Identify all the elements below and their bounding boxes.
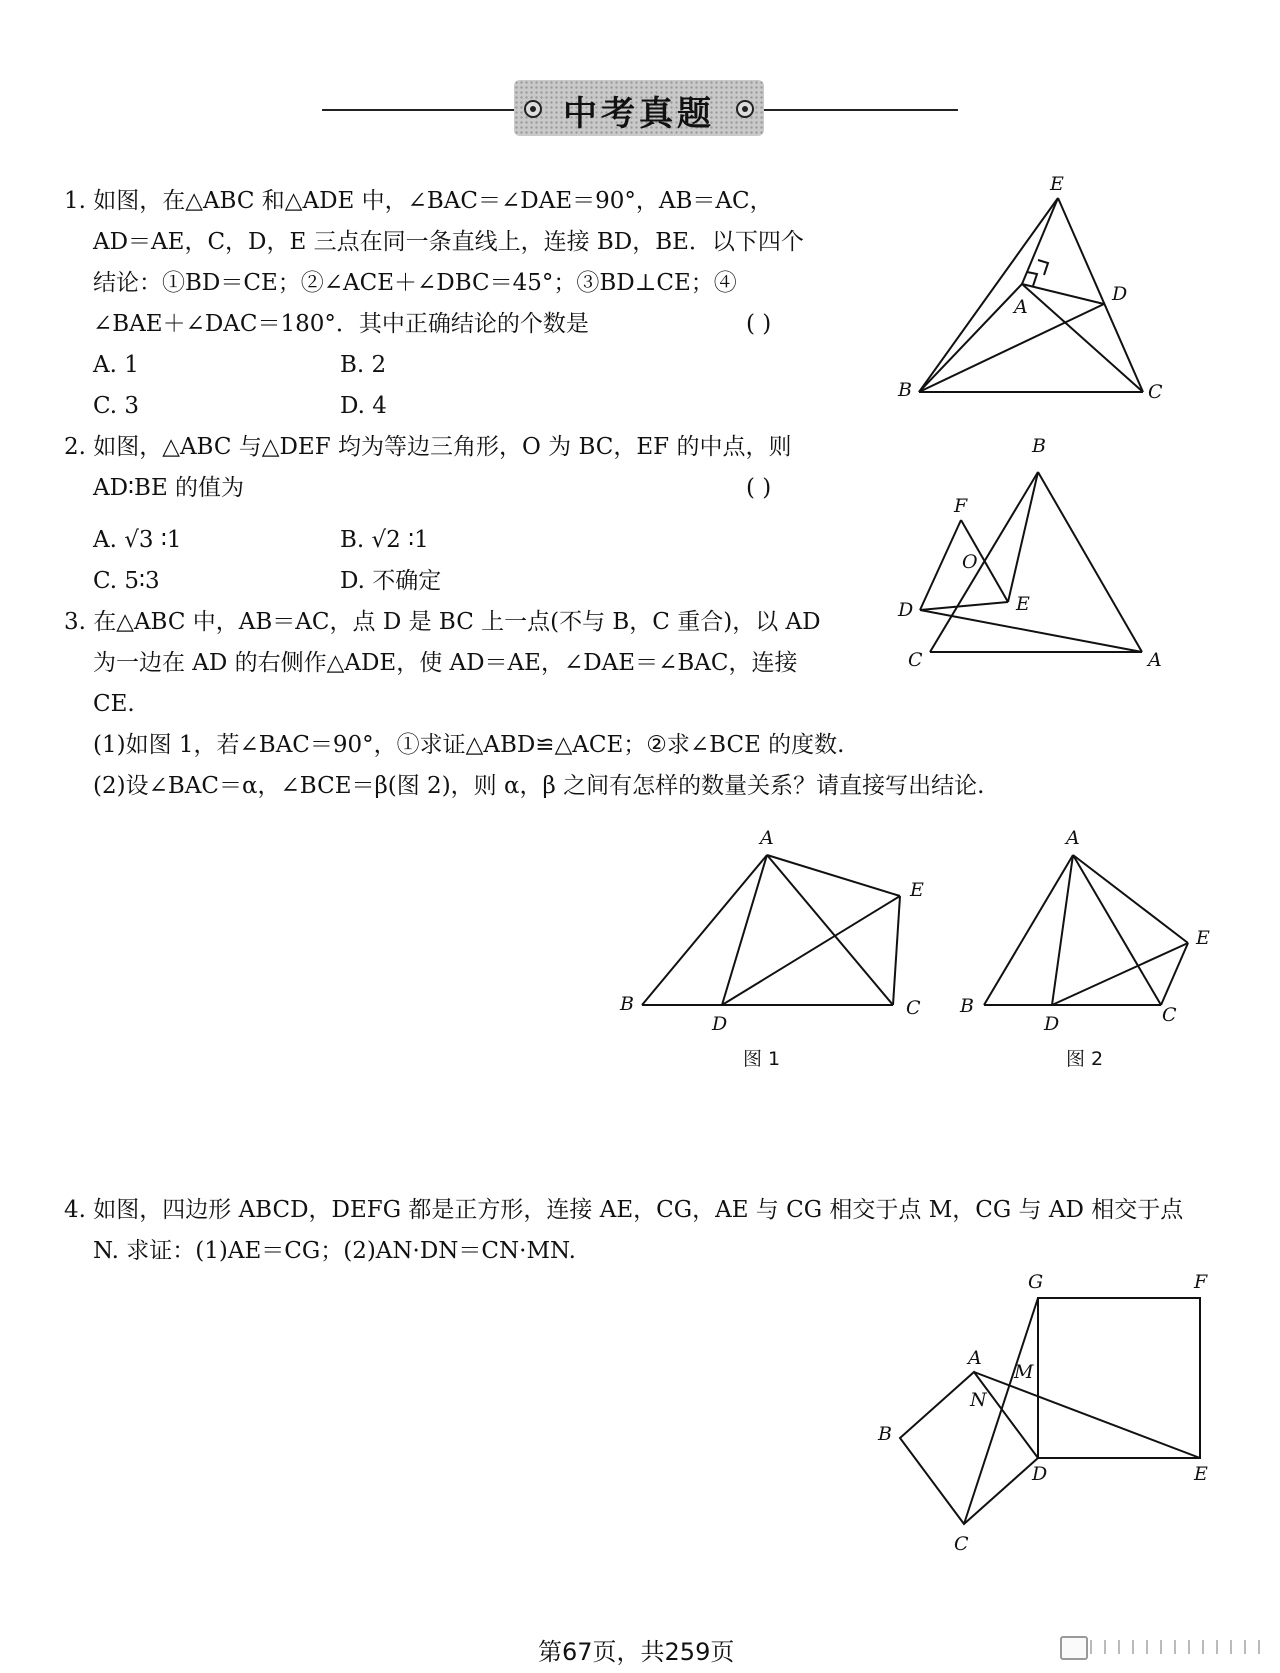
q3-fig1-label-d: D <box>712 1013 728 1035</box>
q2-label-c: C <box>908 649 923 671</box>
page-indicator: 第67页，共259页 <box>538 1638 735 1666</box>
q1-label-b: B <box>898 379 912 401</box>
q2-line-1: 2. 如图，△ABC 与△DEF 均为等边三角形，O 为 BC，EF 的中点，则 <box>64 434 792 460</box>
q1-line-1: 1. 如图，在△ABC 和△ADE 中，∠BAC＝∠DAE＝90°，AB＝AC， <box>64 188 773 214</box>
q2-label-b: B <box>1032 435 1046 457</box>
header-rule-right <box>758 109 958 111</box>
header-dot-right-icon <box>736 100 754 118</box>
q3-figure-1 <box>616 818 936 1068</box>
q2-line-2: AD∶BE 的值为 <box>93 475 245 501</box>
q3-fig1-label-a: A <box>760 827 774 849</box>
q4-line-2: N. 求证：(1)AE＝CG；(2)AN·DN＝CN·MN. <box>93 1238 576 1264</box>
q4-line-1: 4. 如图，四边形 ABCD，DEFG 都是正方形，连接 AE，CG，AE 与 CG 相交于点 M，CG 与 AD 相交于点 <box>64 1197 1184 1223</box>
q3-fig1-label-e: E <box>910 879 924 901</box>
q1-option-d: D. 4 <box>340 393 387 419</box>
q1-answer-paren: ( ) <box>746 311 772 337</box>
q1-line-2: AD＝AE，C，D，E 三点在同一条直线上，连接 BD，BE．以下四个 <box>93 229 804 255</box>
q1-option-b: B. 2 <box>340 352 387 378</box>
q3-line-2: 为一边在 AD 的右侧作△ADE，使 AD＝AE，∠DAE＝∠BAC，连接 <box>93 650 798 676</box>
q3-figure-2 <box>956 818 1216 1068</box>
q1-label-a: A <box>1014 296 1028 318</box>
q3-figure-1-caption: 图 1 <box>743 1048 781 1070</box>
thumbnail-strip-handle[interactable] <box>1060 1636 1088 1660</box>
q2-option-d: D. 不确定 <box>340 568 442 594</box>
q1-figure <box>890 170 1180 410</box>
q2-option-a: A. √3 ∶1 <box>93 527 182 553</box>
q3-fig2-label-c: C <box>1162 1004 1177 1026</box>
q3-fig1-label-b: B <box>620 993 634 1015</box>
q2-label-o: O <box>962 551 978 573</box>
q3-line-3: CE. <box>93 691 135 717</box>
q4-label-d: D <box>1032 1463 1048 1485</box>
q1-label-d: D <box>1112 283 1128 305</box>
q1-option-c: C. 3 <box>93 393 140 419</box>
q2-label-f: F <box>954 495 968 517</box>
q4-label-e: E <box>1194 1463 1208 1485</box>
q4-label-c: C <box>954 1533 969 1555</box>
q2-label-a: A <box>1148 649 1162 671</box>
q3-fig2-label-d: D <box>1044 1013 1060 1035</box>
q4-label-b: B <box>878 1423 892 1445</box>
q2-label-d: D <box>898 599 914 621</box>
q4-figure <box>870 1260 1220 1560</box>
q4-label-f: F <box>1194 1271 1208 1293</box>
q1-option-a: A. 1 <box>93 352 139 378</box>
q1-line-3: 结论：①BD＝CE；②∠ACE＋∠DBC＝45°；③BD⊥CE；④ <box>93 270 737 296</box>
q2-figure <box>890 430 1180 680</box>
q4-label-a: A <box>968 1347 982 1369</box>
q3-fig2-label-e: E <box>1196 927 1210 949</box>
q2-option-b: B. √2 ∶1 <box>340 527 429 553</box>
q4-label-m: M <box>1014 1361 1034 1383</box>
q4-label-n: N <box>970 1389 987 1411</box>
q1-line-4: ∠BAE＋∠DAC＝180°．其中正确结论的个数是 <box>93 311 589 337</box>
q2-option-c: C. 5∶3 <box>93 568 160 594</box>
q1-label-c: C <box>1148 381 1163 403</box>
q1-label-e: E <box>1050 173 1064 195</box>
q3-figure-2-caption: 图 2 <box>1066 1048 1104 1070</box>
thumbnail-strip-track <box>1090 1640 1260 1654</box>
q3-fig2-label-b: B <box>960 995 974 1017</box>
q2-answer-paren: ( ) <box>746 475 772 501</box>
q4-label-g: G <box>1028 1271 1044 1293</box>
q3-fig1-label-c: C <box>906 997 921 1019</box>
q3-line-5: (2)设∠BAC＝α，∠BCE＝β(图 2)，则 α，β 之间有怎样的数量关系？请直接写出结论. <box>93 773 985 799</box>
q2-label-e: E <box>1016 593 1030 615</box>
q3-line-1: 3. 在△ABC 中，AB＝AC，点 D 是 BC 上一点(不与 B，C 重合)，以 AD <box>64 609 821 635</box>
section-title: 中考真题 <box>563 94 715 134</box>
section-header <box>514 80 764 136</box>
q3-line-4: (1)如图 1，若∠BAC＝90°，①求证△ABD≌△ACE；②求∠BCE 的度数. <box>93 732 845 758</box>
q3-fig2-label-a: A <box>1066 827 1080 849</box>
header-rule-left <box>322 109 522 111</box>
